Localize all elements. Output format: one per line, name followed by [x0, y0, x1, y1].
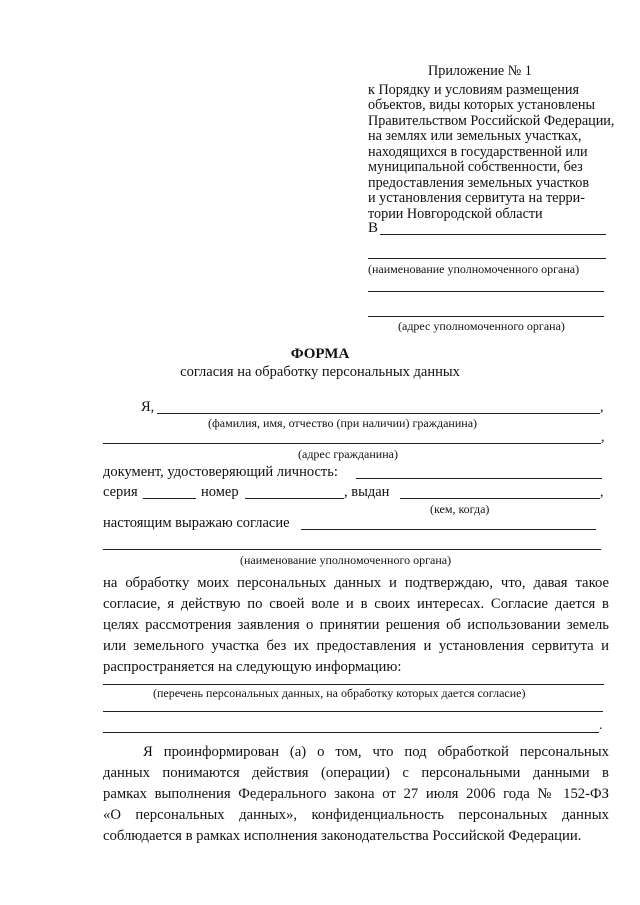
- comma: ,: [600, 400, 604, 415]
- para2-line: Я проинформирован (а) о том, что под обработкой персональных: [143, 744, 609, 760]
- para2-line: соблюдается в рамках исполнения законодательства Российской Федерации.: [103, 828, 582, 844]
- appendix-line: и установления сервитута на терри-: [368, 190, 585, 206]
- citizen-address-caption: (адрес гражданина): [298, 447, 398, 461]
- consent-organ-field[interactable]: [301, 529, 596, 530]
- data-list-field-3[interactable]: [103, 732, 599, 733]
- para2-line: рамках выполнения Федерального закона от 27 июля 2006 года № 152-ФЗ: [103, 786, 609, 802]
- addressee-organ-caption: (наименование уполномоченного органа): [368, 262, 580, 276]
- i-label: Я,: [141, 399, 155, 415]
- para2-line: данных понимаются действия (операции) с персональными данными в: [103, 765, 609, 781]
- addressee-organ-field-2[interactable]: [368, 258, 606, 259]
- form-title: ФОРМА: [290, 346, 350, 362]
- citizen-address-field[interactable]: [103, 443, 601, 444]
- appendix-title: Приложение № 1: [428, 63, 532, 79]
- issued-label: , выдан: [344, 484, 390, 500]
- period: .: [599, 718, 603, 733]
- consent-label: настоящим выражаю согласие: [103, 515, 290, 531]
- series-label: серия: [103, 484, 138, 500]
- comma: ,: [600, 485, 604, 500]
- para1-line: распространяется на следующую информацию:: [103, 659, 402, 675]
- doc-label: документ, удостоверяющий личность:: [103, 464, 338, 480]
- comma: ,: [601, 430, 605, 445]
- appendix-line: к Порядку и условиям размещения: [368, 81, 579, 98]
- number-label: номер: [201, 484, 239, 500]
- data-list-caption: (перечень персональных данных, на обработку которых дается согласие): [153, 686, 526, 700]
- appendix-header: [368, 64, 613, 222]
- para1-line: или земельного участка без их предоставления и установления сервитута и: [103, 638, 609, 654]
- para1-line: на обработку моих персональных данных и подтверждаю, что, давая такое: [103, 575, 609, 591]
- addressee-organ-field[interactable]: [380, 234, 606, 235]
- para2-line: «О персональных данных», конфиденциальность персональных данных: [103, 807, 609, 823]
- para1-line: согласие, я действую по своей воле и в своих интересах. Согласие дается в: [103, 596, 609, 612]
- form-subtitle: согласия на обработку персональных данных: [180, 364, 460, 380]
- appendix-line: тории Новгородской области: [368, 205, 543, 222]
- appendix-line: объектов, виды которых установлены: [368, 97, 595, 113]
- para1-line: целях рассмотрения заявления о принятии решения об использовании земель: [103, 617, 609, 633]
- doc-field[interactable]: [356, 478, 602, 479]
- consent-organ-caption: (наименование уполномоченного органа): [240, 553, 452, 567]
- appendix-line: Правительством Российской Федерации,: [368, 112, 615, 129]
- number-field[interactable]: [245, 498, 344, 499]
- issued-field[interactable]: [400, 498, 600, 499]
- data-list-field-2[interactable]: [103, 711, 603, 712]
- appendix-line: находящихся в государственной или: [368, 143, 588, 160]
- appendix-line: на землях или земельных участках,: [368, 128, 582, 144]
- addressee-address-field[interactable]: [368, 291, 604, 292]
- addressee-prefix: В: [368, 220, 379, 236]
- issued-caption: (кем, когда): [430, 502, 490, 516]
- consent-organ-field-2[interactable]: [103, 549, 601, 550]
- fio-caption: (фамилия, имя, отчество (при наличии) гражданина): [208, 416, 478, 430]
- series-field[interactable]: [143, 498, 196, 499]
- fio-field[interactable]: [157, 413, 600, 414]
- addressee-address-field-2[interactable]: [368, 316, 604, 317]
- data-list-field[interactable]: [103, 684, 604, 685]
- appendix-line: муниципальной собственности, без: [368, 159, 583, 175]
- addressee-address-caption: (адрес уполномоченного органа): [398, 319, 565, 333]
- appendix-line: предоставления земельных участков: [368, 174, 590, 191]
